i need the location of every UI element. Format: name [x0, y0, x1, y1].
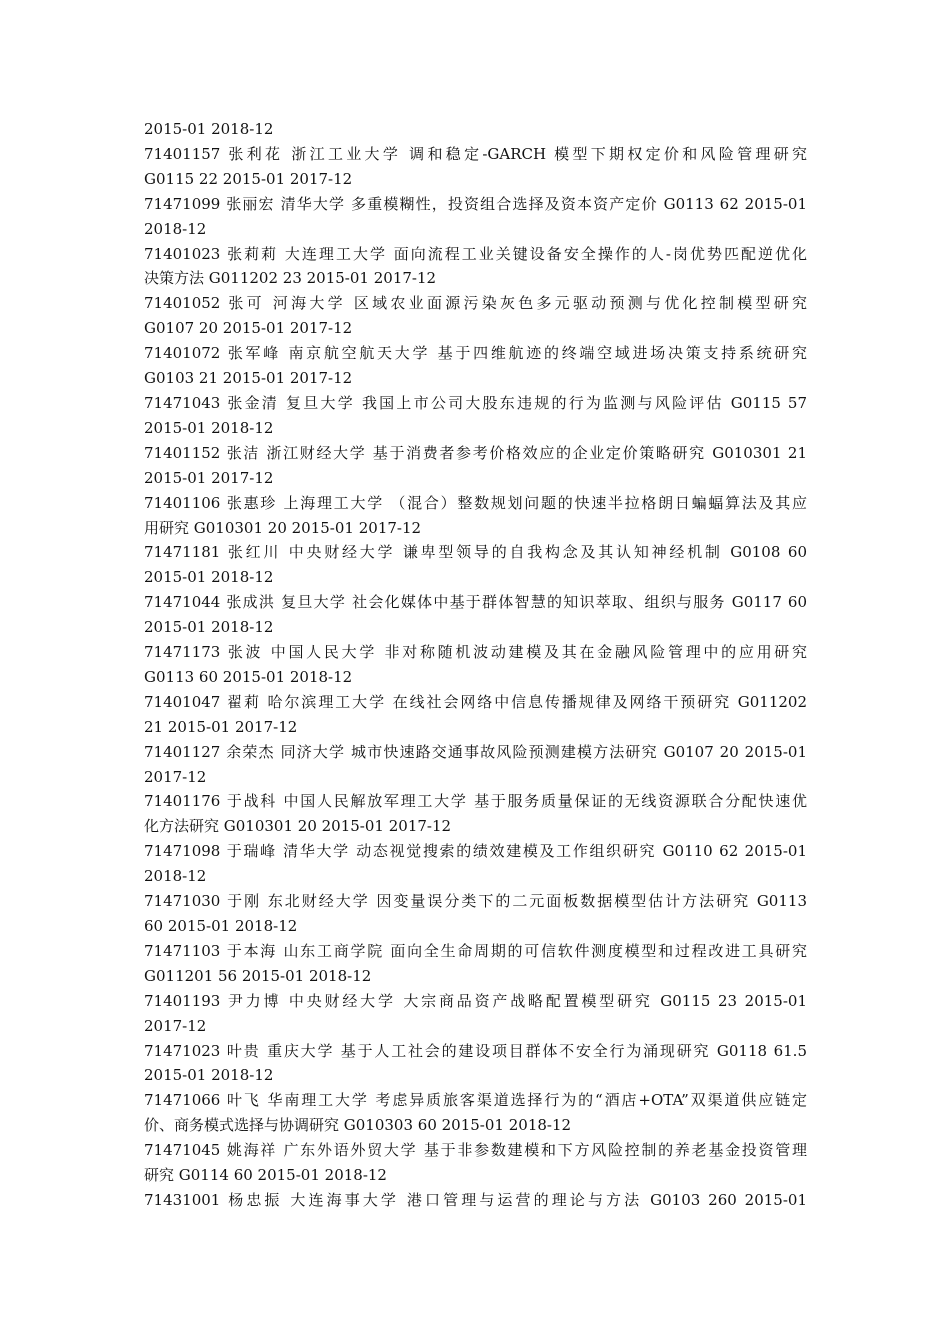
text-line: 2018-12: [144, 219, 207, 238]
text-line: 71401047 翟莉 哈尔滨理工大学 在线社会网络中信息传播规律及网络干预研究 G011202: [144, 692, 807, 711]
text-line: 71401193 尹力博 中央财经大学 大宗商品资产战略配置模型研究 G0115 23 2015-01: [144, 991, 807, 1010]
text-line: 71401152 张洁 浙江财经大学 基于消费者参考价格效应的企业定价策略研究 G010301 21: [144, 443, 807, 462]
text-line: 用研究 G010301 20 2015-01 2017-12: [144, 518, 422, 537]
text-line: 71401072 张军峰 南京航空航天大学 基于四维航迹的终端空域进场决策支持系统研究: [144, 344, 807, 363]
text-line: 71431001 杨忠振 大连海事大学 港口管理与运营的理论与方法 G0103 260 2015-01: [144, 1190, 807, 1209]
text-line: 71471181 张红川 中央财经大学 谦卑型领导的自我构念及其认知神经机制 G0108 60: [144, 543, 807, 562]
text-line: 2015-01 2018-12: [144, 418, 274, 437]
text-line: 71471173 张波 中国人民大学 非对称随机波动建模及其在金融风险管理中的应用研究: [144, 643, 807, 662]
text-line: 71401023 张莉莉 大连理工大学 面向流程工业关键设备安全操作的人-岗优势匹配逆优化: [144, 244, 807, 263]
text-line: 71471023 叶贵 重庆大学 基于人工社会的建设项目群体不安全行为涌现研究 G0118 61.5: [144, 1041, 807, 1060]
text-line: 2015-01 2018-12: [144, 618, 274, 637]
text-line: 71401176 于战科 中国人民解放军理工大学 基于服务质量保证的无线资源联合分配快速优: [144, 792, 807, 811]
text-line: 60 2015-01 2018-12: [144, 917, 298, 935]
text-line: G0103 21 2015-01 2017-12: [144, 369, 353, 388]
text-line: G0113 60 2015-01 2018-12: [144, 667, 353, 686]
text-line: 2017-12: [144, 1016, 207, 1035]
text-line: 71401106 张惠珍 上海理工大学 （混合）整数规划问题的快速半拉格朗日蝙蝠算法及其应: [144, 493, 807, 512]
text-line: G0115 22 2015-01 2017-12: [144, 169, 353, 188]
text-line: 71471044 张成洪 复旦大学 社会化媒体中基于群体智慧的知识萃取、组织与服务 G0117 60: [144, 593, 807, 612]
text-line: 71471030 于刚 东北财经大学 因变量误分类下的二元面板数据模型估计方法研究 G0113: [144, 892, 807, 911]
text-line: 2015-01 2017-12: [144, 468, 274, 487]
text-line: 决策方法 G011202 23 2015-01 2017-12: [144, 269, 437, 288]
text-line: 71401157 张利花 浙江工业大学 调和稳定-GARCH 模型下期权定价和风险管理研究: [144, 144, 807, 163]
text-line: 2017-12: [144, 767, 207, 786]
text-line: 71471099 张丽宏 清华大学 多重模糊性，投资组合选择及资本资产定价 G0113 62 2015-01: [144, 194, 807, 213]
text-line: 71401052 张可 河海大学 区域农业面源污染灰色多元驱动预测与优化控制模型研究: [144, 294, 807, 313]
text-line: 2015-01 2018-12: [144, 120, 274, 138]
document-body: [144, 117, 807, 1213]
text-line: 化方法研究 G010301 20 2015-01 2017-12: [144, 817, 452, 836]
text-line: 2015-01 2018-12: [144, 568, 274, 587]
text-line: 研究 G0114 60 2015-01 2018-12: [144, 1166, 387, 1185]
text-line: 21 2015-01 2017-12: [144, 717, 298, 736]
text-line: 71471043 张金清 复旦大学 我国上市公司大股东违规的行为监测与风险评估 G0115 57: [144, 393, 807, 412]
text-line: 71471066 叶飞 华南理工大学 考虑异质旅客渠道选择行为的“酒店+OTA”双渠道供应链定: [144, 1091, 807, 1110]
text-line: 2018-12: [144, 867, 207, 886]
text-line: 2015-01 2018-12: [144, 1066, 274, 1085]
text-line: 71471045 姚海祥 广东外语外贸大学 基于非参数建模和下方风险控制的养老基金投资管理: [144, 1141, 807, 1160]
text-line: G011201 56 2015-01 2018-12: [144, 966, 372, 985]
text-line: G0107 20 2015-01 2017-12: [144, 319, 353, 338]
text-line: 价、商务模式选择与协调研究 G010303 60 2015-01 2018-12: [144, 1116, 572, 1135]
text-line: 71471098 于瑞峰 清华大学 动态视觉搜索的绩效建模及工作组织研究 G0110 62 2015-01: [144, 842, 807, 861]
text-line: 71471103 于本海 山东工商学院 面向全生命周期的可信软件测度模型和过程改进工具研究: [144, 941, 807, 960]
text-line: 71401127 余荣杰 同济大学 城市快速路交通事故风险预测建模方法研究 G0107 20 2015-01: [144, 742, 807, 761]
